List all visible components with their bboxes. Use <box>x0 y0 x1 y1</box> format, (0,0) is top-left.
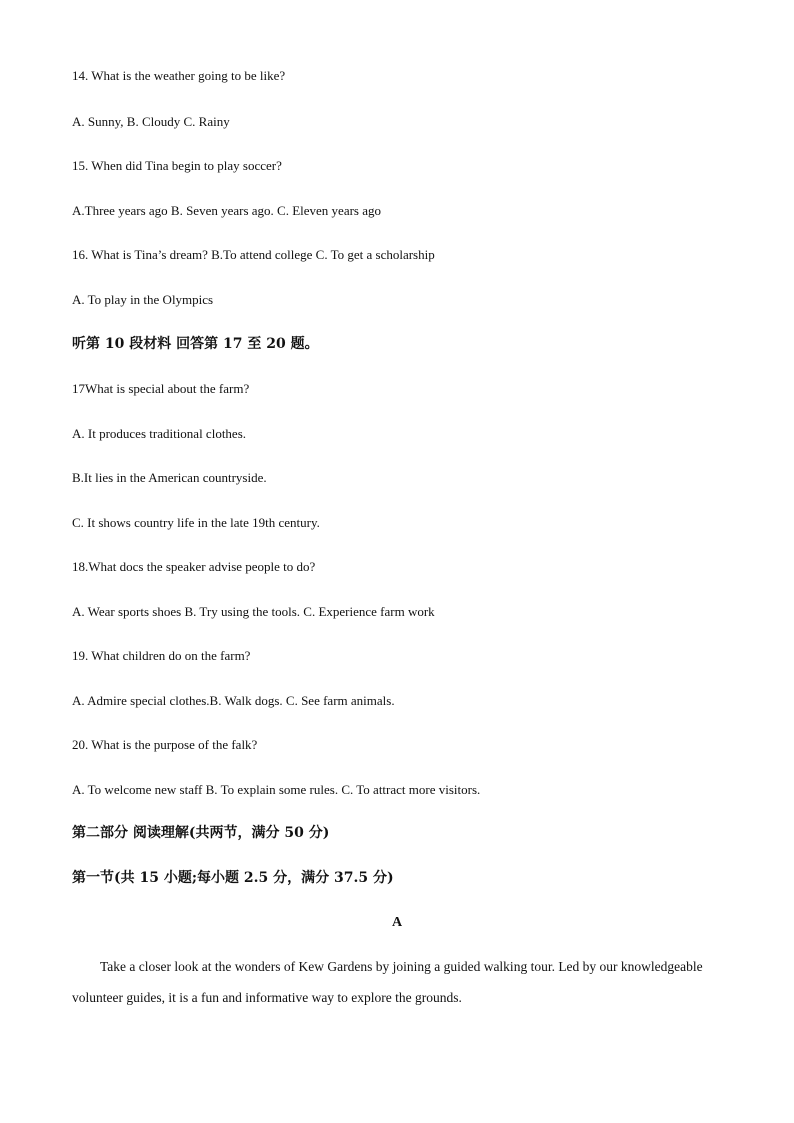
question-17-option-b: B.It lies in the American countryside. <box>72 470 267 485</box>
question-19-options: A. Admire special clothes.B. Walk dogs. C. See farm animals. <box>72 693 395 708</box>
question-18-options: A. Wear sports shoes B. Try using the tools. C. Experience farm work <box>72 604 435 619</box>
question-19: 19. What children do on the farm? <box>72 648 251 663</box>
passage-paragraph: Take a closer look at the wonders of Kew Gardens by joining a guided walking tour. Led by our knowledgeable volunteer guides, it is a fun and informative way to explore the grounds. <box>72 959 703 1005</box>
question-15-options: A.Three years ago B. Seven years ago. C. Eleven years ago <box>72 203 381 218</box>
part-2-heading: 第二部分 阅读理解(共两节，满分 50 分) <box>72 825 330 841</box>
passage-label: A <box>391 915 403 930</box>
section-10-heading: 听第 10 段材料 回答第 17 至 20 题。 <box>72 336 319 352</box>
question-14-options: A. Sunny, B. Cloudy C. Rainy <box>72 114 230 129</box>
question-17: 17What is special about the farm? <box>72 381 250 396</box>
section-1-heading: 第一节(共 15 小题;每小题 2.5 分，满分 37.5 分) <box>72 870 394 886</box>
question-17-option-c: C. It shows country life in the late 19th century. <box>72 515 320 530</box>
question-15: 15. When did Tina begin to play soccer? <box>72 158 282 173</box>
question-16-option-a: A. To play in the Olympics <box>72 292 214 307</box>
question-18: 18.What docs the speaker advise people to do? <box>72 559 316 574</box>
question-17-option-a: A. It produces traditional clothes. <box>72 426 247 441</box>
question-14: 14. What is the weather going to be like? <box>72 68 286 83</box>
question-20: 20. What is the purpose of the falk? <box>72 737 258 752</box>
question-20-options: A. To welcome new staff B. To explain some rules. C. To attract more visitors. <box>72 782 481 797</box>
question-16: 16. What is Tina’s dream? B.To attend college C. To get a scholarship <box>72 247 435 262</box>
